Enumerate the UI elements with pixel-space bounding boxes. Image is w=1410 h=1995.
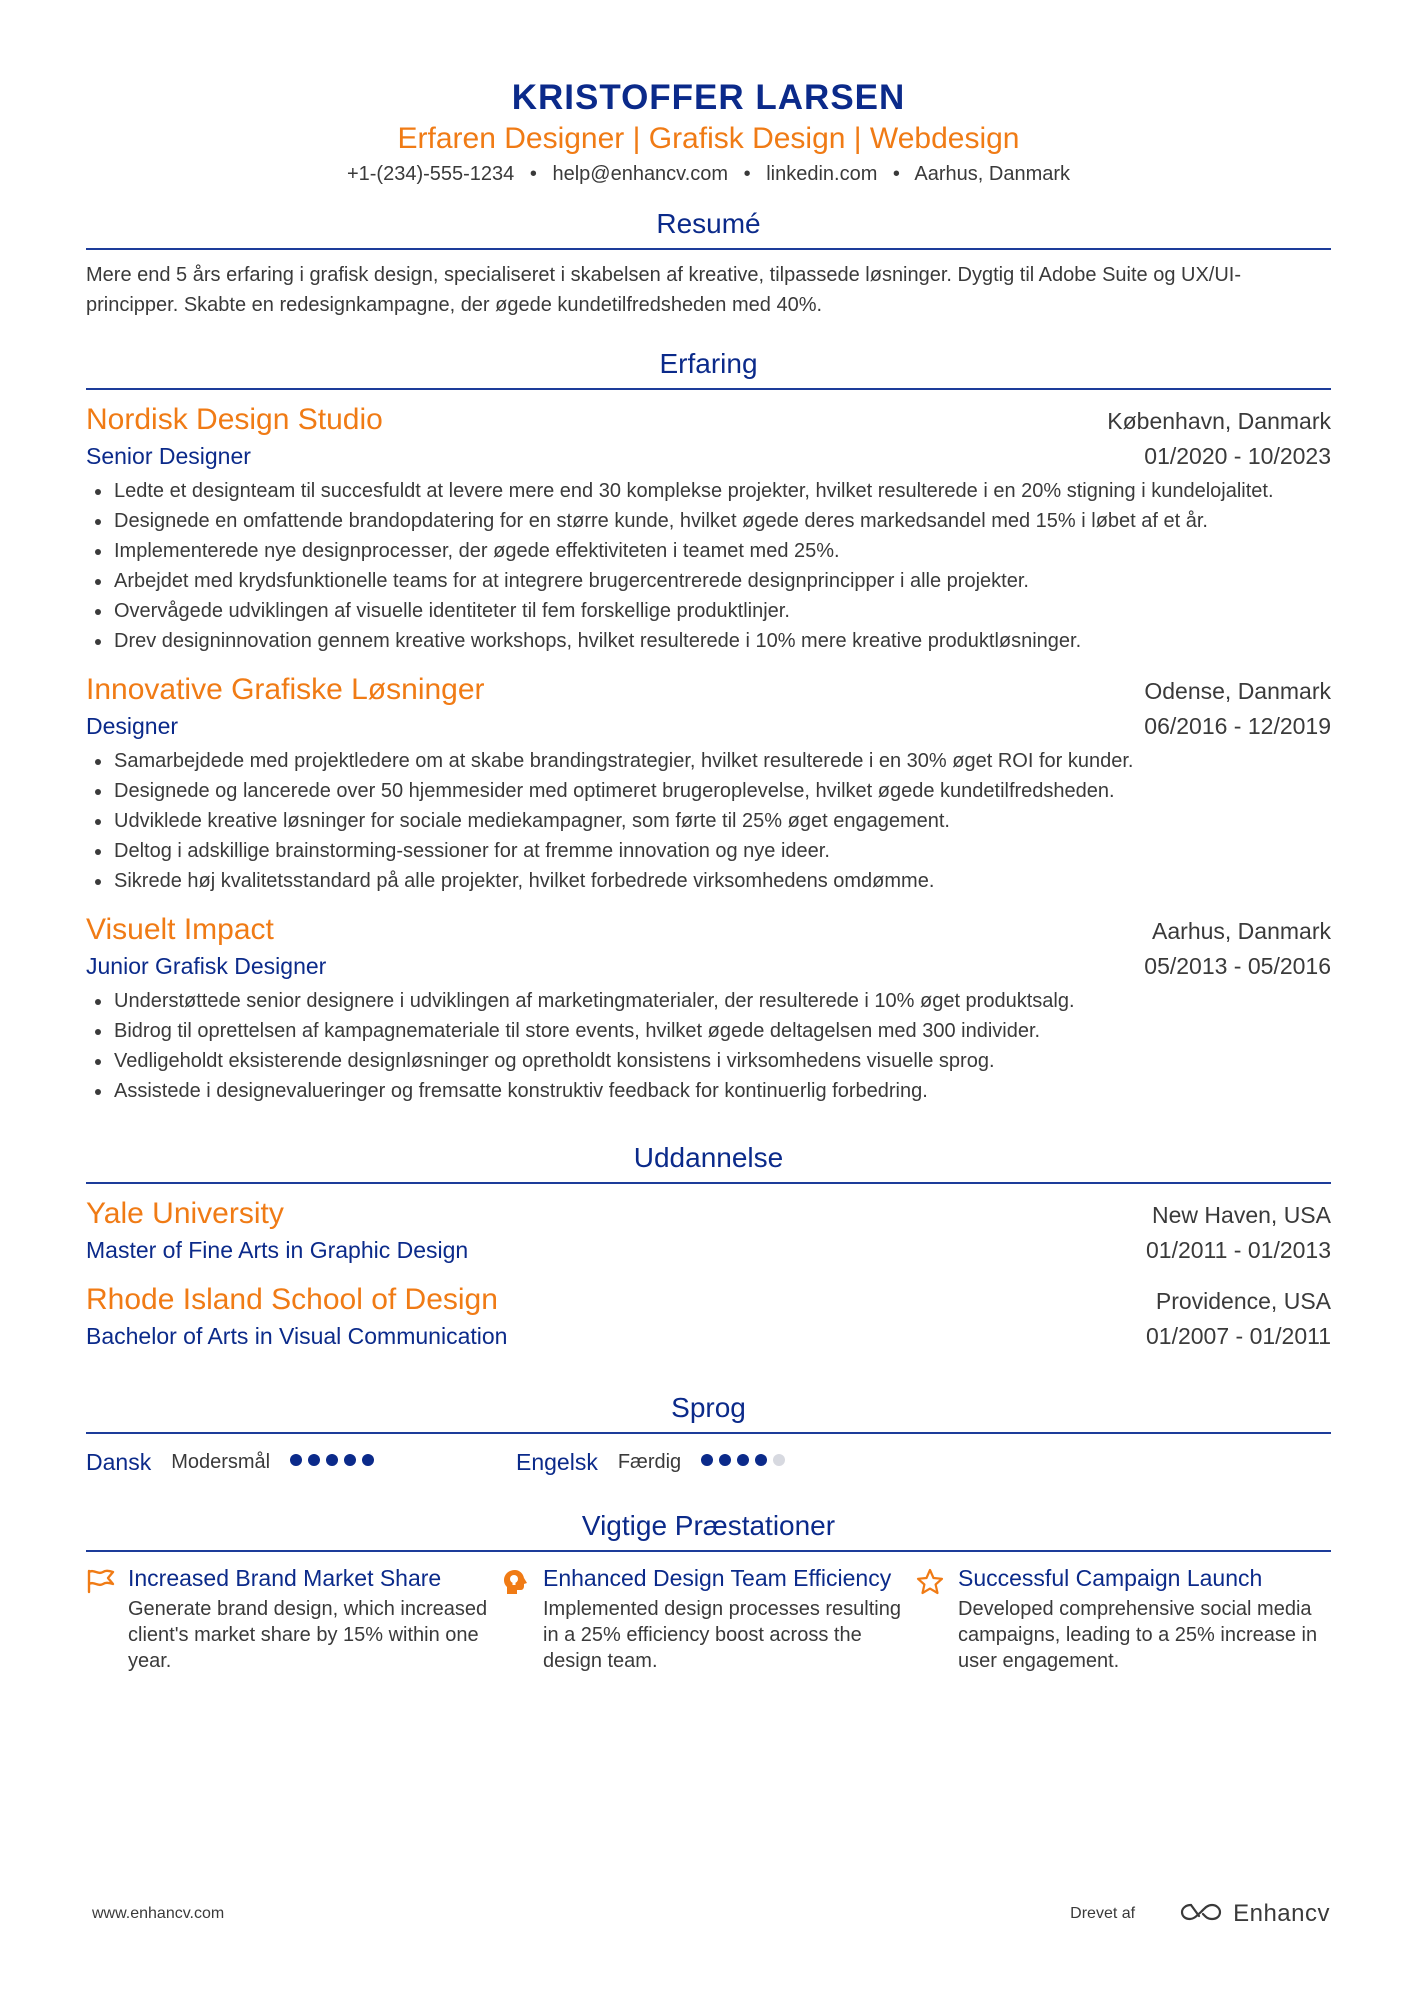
degree-name: Bachelor of Arts in Visual Communication	[86, 1323, 508, 1349]
languages-section	[86, 1390, 1331, 1478]
bullet-item: Overvågede udviklingen af visuelle identiteter til fem forskellige produktlinjer.	[86, 596, 1331, 626]
resume-page	[86, 0, 1331, 1995]
achievement-desc: Generate brand design, which increased client's market share by 15% within one year.	[128, 1598, 488, 1672]
achievement-title: Enhanced Design Team Efficiency	[543, 1565, 892, 1591]
school-location: New Haven, USA	[1152, 1202, 1331, 1228]
bullet-item: Arbejdet med krydsfunktionelle teams for at integrere brugercentrerede designprincipper i alle projekter.	[86, 566, 1331, 596]
bullet-item: Understøttede senior designere i udviklingen af marketingmaterialer, der resulterede i 10% øget produktsalg.	[86, 986, 1331, 1016]
achievement-desc: Implemented design processes resulting in a 25% efficiency boost across the design team.	[543, 1598, 901, 1672]
achievement-item	[916, 1564, 1331, 1674]
achievements-list	[86, 1564, 1331, 1674]
candidate-name: KRISTOFFER LARSEN	[511, 78, 906, 117]
footer-website[interactable]: www.enhancv.com	[92, 1905, 225, 1922]
contact-phone: +1-(234)-555-1234	[346, 163, 515, 185]
job-role: Senior Designer	[86, 443, 251, 469]
education-title: Uddannelse	[86, 1140, 1331, 1184]
experience-title: Erfaring	[86, 346, 1331, 390]
enhancv-logo-icon	[1179, 1901, 1223, 1928]
summary-text: Mere end 5 års erfaring i grafisk design, specialiseret i skabelsen af kreative, tilpassede løsninger. Dygtig til Adobe Suite og UX/UI-principper. Skabte en redesignkampagne, der øgede kundetilfredsheden med 40%.	[86, 264, 1242, 316]
bullet-item: Bidrog til oprettelsen af kampagnemateriale til store events, hvilket øgede deltagelsen med 300 individer.	[86, 1016, 1331, 1046]
job-dates: 01/2020 - 10/2023	[1144, 443, 1331, 469]
bullet-item: Drev designinnovation gennem kreative workshops, hvilket resulterede i 10% mere kreative produktløsninger.	[86, 626, 1331, 656]
separator-dot: •	[892, 163, 900, 185]
achievement-title: Successful Campaign Launch	[958, 1565, 1263, 1591]
footer-brand	[1070, 1900, 1330, 1928]
flag-icon	[86, 1564, 128, 1674]
languages-title: Sprog	[86, 1390, 1331, 1434]
head-idea-icon	[501, 1564, 543, 1674]
bullet-item: Assistede i designevalueringer og fremsatte konstruktiv feedback for kontinuerlig forbedring.	[86, 1076, 1331, 1106]
brand-name: Enhancv	[1233, 1900, 1330, 1927]
rating-dot-filled	[290, 1454, 302, 1466]
rating-dot-filled	[701, 1454, 713, 1466]
achievement-item	[501, 1564, 916, 1674]
rating-dot-filled	[719, 1454, 731, 1466]
rating-dot-filled	[362, 1454, 374, 1466]
candidate-headline: Erfaren Designer | Grafisk Design | Webdesign	[397, 122, 1020, 155]
language-rating	[701, 1453, 791, 1471]
rating-dot-filled	[755, 1454, 767, 1466]
job-dates: 06/2016 - 12/2019	[1144, 713, 1331, 739]
language-rating	[290, 1453, 380, 1471]
rating-dot-filled	[326, 1454, 338, 1466]
powered-by-label: Drevet af	[1070, 1905, 1136, 1922]
contact-linkedin: linkedin.com	[766, 163, 878, 185]
job-role: Designer	[86, 713, 179, 739]
education-dates: 01/2011 - 01/2013	[1145, 1237, 1331, 1263]
achievement-item	[86, 1564, 501, 1674]
job-bullets	[86, 986, 1331, 1106]
experience-section	[86, 346, 1331, 1106]
language-name: Dansk	[86, 1448, 152, 1475]
bullet-item: Sikrede høj kvalitetsstandard på alle projekter, hvilket forbedrede virksomhedens omdømme.	[86, 866, 1331, 896]
achievements-title: Vigtige Præstationer	[86, 1508, 1331, 1552]
company-name: Nordisk Design Studio	[86, 403, 383, 436]
achievements-section	[86, 1508, 1331, 1674]
bullet-item: Designede en omfattende brandopdatering for en større kunde, hvilket øgede deres markedsandel med 15% i løbet af et år.	[86, 506, 1331, 536]
company-name: Visuelt Impact	[86, 913, 274, 946]
bullet-item: Implementerede nye designprocesser, der øgede effektiviteten i teamet med 25%.	[86, 536, 1331, 566]
bullet-item: Vedligeholdt eksisterende designløsninger og opretholdt konsistens i virksomhedens visuelle sprog.	[86, 1046, 1331, 1076]
company-name: Innovative Grafiske Løsninger	[86, 673, 485, 706]
rating-dot-filled	[737, 1454, 749, 1466]
education-section	[86, 1140, 1331, 1352]
contact-location: Aarhus, Danmark	[914, 163, 1071, 185]
language-item	[86, 1449, 516, 1476]
achievement-title: Increased Brand Market Share	[128, 1565, 442, 1591]
degree-name: Master of Fine Arts in Graphic Design	[86, 1237, 469, 1263]
job-bullets	[86, 746, 1331, 896]
job-location: København, Danmark	[1107, 408, 1331, 434]
job-role: Junior Grafisk Designer	[86, 953, 327, 979]
resume-header	[86, 0, 1331, 188]
star-icon	[916, 1564, 958, 1674]
rating-dot-filled	[344, 1454, 356, 1466]
separator-dot: •	[743, 163, 751, 185]
bullet-item: Samarbejdede med projektledere om at skabe brandingstrategier, hvilket resulterede i en 30% øget ROI for kunder.	[86, 746, 1331, 776]
rating-dot-filled	[308, 1454, 320, 1466]
experience-entry	[86, 670, 1331, 896]
summary-section	[86, 206, 1331, 320]
language-level: Modersmål	[171, 1450, 271, 1473]
education-entry	[86, 1280, 1331, 1352]
school-name: Yale University	[86, 1197, 284, 1230]
page-footer	[92, 1900, 1330, 1928]
job-dates: 05/2013 - 05/2016	[1144, 953, 1331, 979]
bullet-item: Deltog i adskillige brainstorming-sessioner for at fremme innovation og nye ideer.	[86, 836, 1331, 866]
achievement-desc: Developed comprehensive social media campaigns, leading to a 25% increase in user engagement.	[958, 1598, 1318, 1672]
contact-email: help@enhancv.com	[552, 163, 729, 185]
language-item	[516, 1449, 946, 1476]
job-location: Odense, Danmark	[1144, 678, 1331, 704]
experience-entry	[86, 400, 1331, 656]
bullet-item: Udviklede kreative løsninger for sociale mediekampagner, som førte til 25% øget engagement.	[86, 806, 1331, 836]
language-level: Færdig	[617, 1450, 682, 1473]
languages-list	[86, 1446, 1331, 1478]
education-dates: 01/2007 - 01/2011	[1145, 1323, 1331, 1349]
school-location: Providence, USA	[1155, 1288, 1331, 1314]
job-bullets	[86, 476, 1331, 656]
contact-line	[86, 160, 1331, 188]
language-name: Engelsk	[516, 1448, 598, 1475]
job-location: Aarhus, Danmark	[1152, 918, 1331, 944]
rating-dot-empty	[773, 1454, 785, 1466]
school-name: Rhode Island School of Design	[86, 1283, 498, 1316]
experience-entry	[86, 910, 1331, 1106]
separator-dot: •	[529, 163, 537, 185]
summary-title: Resumé	[86, 206, 1331, 250]
bullet-item: Designede og lancerede over 50 hjemmesider med optimeret brugeroplevelse, hvilket øgede kundetilfredsheden.	[86, 776, 1331, 806]
education-entry	[86, 1194, 1331, 1266]
bullet-item: Ledte et designteam til succesfuldt at levere mere end 30 komplekse projekter, hvilket resulterede i en 20% stigning i kundelojalitet.	[86, 476, 1331, 506]
